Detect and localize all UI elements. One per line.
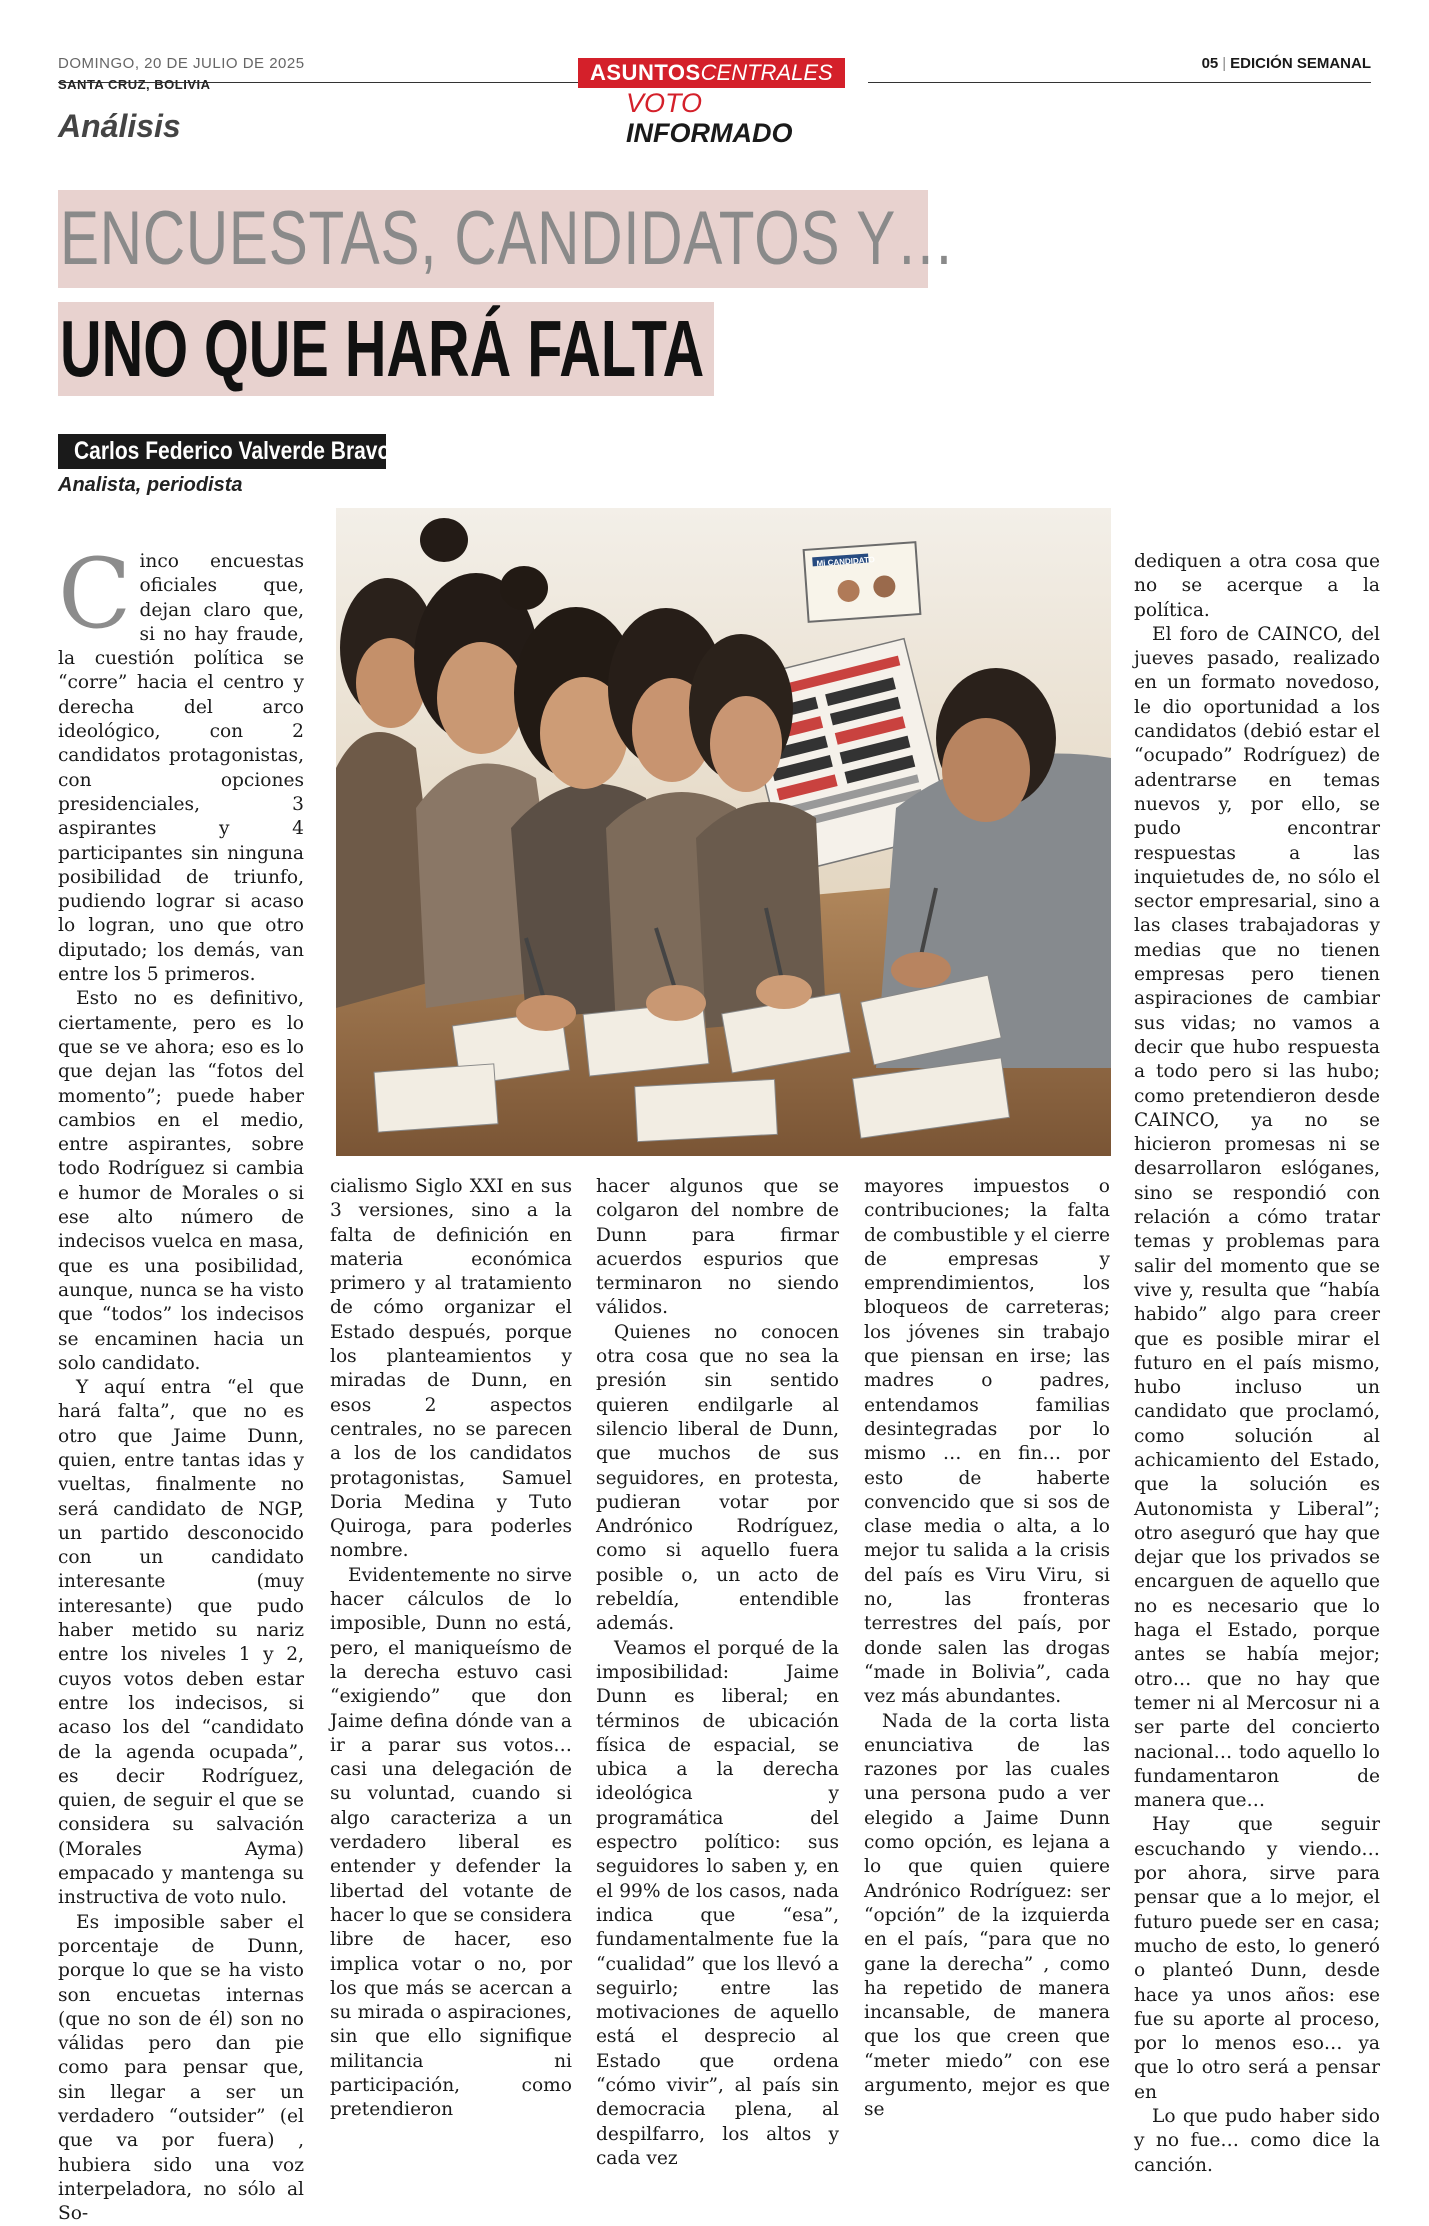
poster-label: Mi CANDIDATO [816, 555, 876, 569]
title-line-1: ENCUESTAS, CANDIDATOS Y… [60, 196, 956, 281]
page-separator: | [1222, 55, 1227, 72]
author-box [58, 434, 391, 469]
illustration-svg [336, 508, 1111, 1156]
page-info [1202, 55, 1371, 72]
brand-bottom-black: INFORMADO [626, 118, 793, 148]
title-line-1-box [58, 190, 956, 288]
article-column-5 [1134, 550, 1380, 2178]
article-paragraph: mayores impuestos o contribuciones; la falta de combustible y el cierre de empresas y emprendimientos, los bloqueos de carreteras; los jóvenes sin trabajo que piensan en irse; las madres o padres, entendamos familias desintegradas por lo mismo … en fin… por esto de haberte convencido que si sos de clase media o alta, a lo mejor tu salida a la crisis del país es Viru Viru, si no, las fronteras terrestres del país, por donde salen las drogas “made in Bolivia”, cada vez más abundantes. [864, 1176, 1110, 1708]
article-paragraph: Nada de la corta lista enunciativa de las razones por las cuales una persona pudo a ver elegido a Jaime Dunn como opción, es lejana a lo que quien quiere Andrónico Rodríguez: ser “opción” de la izquierda en el país, “para que no gane la derecha” , como ha repetido de manera incansable, de manera que los que creen que “meter miedo” con ese argumento, mejor es que se [864, 1710, 1110, 2121]
brand-bottom [578, 88, 868, 148]
title-line-2-box [58, 302, 714, 396]
article-paragraph: Hay que seguir escuchando y viendo… por ahora, sirve para pensar que a lo mejor, el futuro puede ser en casa; mucho de esto, lo generó o planteó Dunn, desde hace ya unos años: ese fue su aporte al proceso, por lo menos eso… ya que lo otro será a pensar en [1134, 1814, 1380, 2103]
candidate-poster [804, 542, 921, 622]
page-number: 05 [1201, 55, 1219, 72]
section-label: Análisis [58, 108, 181, 144]
article-paragraph: Quienes no conocen otra cosa que no sea la presión sin sentido quieren endilgarle al silencio liberal de Dunn, que muchos de sus seguidores, en protesta, pudieran votar por Andrónico Rodríguez, como si aquello fuera posible o, un acto de rebeldía, entendible además. [596, 1321, 839, 1635]
page-label: EDICIÓN SEMANAL [1230, 55, 1371, 72]
article-paragraph: hacer algunos que se colgaron del nombre de Dunn para firmar acuerdos espurios que terminaron no siendo válidos. [596, 1176, 839, 1319]
section-brand [578, 58, 868, 148]
article-paragraph: Y aquí entra “el que hará falta”, que no es otro que Jaime Dunn, quien, entre tantas idas y vueltas, finalmente no será candidato de NGP, un partido desconocido con un candidato interesante (muy interesante) que pudo haber metido su nariz entre los niveles 1 y 2, cuyos votos deben estar entre los indecisos, si acaso los del “candidato de la agenda ocupada”, es decir Rodríguez, quien, de seguir el que se considera su salvación (Morales Ayma) empacado y mantenga su instructiva de voto nulo. [58, 1377, 304, 1909]
article-paragraph: dediquen a otra cosa que no se acerque a la política. [1134, 551, 1380, 621]
author-name: Carlos Federico Valverde Bravo [74, 437, 391, 465]
article-paragraph: Esto no es definitivo, ciertamente, pero es lo que se ve ahora; eso es lo que dejan las “fotos del momento”; puede haber cambios en el medio, entre aspirantes, sobre todo Rodríguez si cambia e humor de Morales o si ese alto número de indecisos vuelca en masa, que es una posibilidad, aunque, nunca se ha visto que “todos” los indecisos se encaminen hacia un solo candidato. [58, 988, 304, 1374]
header-rule-right [868, 82, 1371, 83]
author-role: Analista, periodista [58, 474, 243, 496]
publication-date: DOMINGO, 20 DE JULIO DE 2025 [58, 55, 305, 72]
article-paragraph: Evidentemente no sirve hacer cálculos de lo imposible, Dunn no está, pero, el maniqueísmo de la derecha estuvo casi “exigiendo” que don Jaime defina dónde van a ir a parar sus votos… casi una delegación de su voluntad, cuando si algo caracteriza a un verdadero liberal es entender y defender la libertad del votante de hacer lo que se considera libre de hacer, eso implica votar o no, por los que más se acercan a su mirada o aspiraciones, sin que ello signifique militancia ni participación, como pretendieron [330, 1564, 572, 2121]
title-line-2: UNO QUE HARÁ FALTA [60, 304, 705, 393]
article-paragraph: cialismo Siglo XXI en sus 3 versiones, sino a la falta de definición en materia económica primero y al tratamiento de cómo organizar el Estado después, porque los planteamientos y miradas de Dunn, en esos 2 aspectos centrales, no se parecen a los de los candidatos protagonistas, Samuel Doria Medina y Tuto Quiroga, para poderles nombre. [330, 1176, 572, 1562]
paragraph-text: inco encuestas oficiales que, dejan claro que, si no hay fraude, la cuestión política se “corre” hacia el centro y derecha del arco ideológico, con 2 candidatos protagonistas, con opciones presidenciales, 3 aspirantes y 4 participantes sin ninguna posibilidad de triunfo, pudiendo lograr si acaso lo logran, uno que otro diputado; los demás, van entre los 5 primeros. [58, 551, 304, 986]
article-paragraph: Es imposible saber el porcentaje de Dunn, porque lo que se ha visto son encuetas internas (que no son de él) son no válidas pero dan pie como para pensar que, sin llegar a ser un verdadero “outsider” (el que va por fuera) , hubiera sido una voz interpeladora, no sólo al So- [58, 1911, 304, 2225]
article-paragraph: Lo que pudo haber sido y no fue… como dice la canción. [1134, 2106, 1380, 2176]
brand-top-box [578, 58, 845, 88]
header-rule-left [58, 82, 578, 83]
drop-cap: C [58, 538, 132, 650]
article-column-4 [864, 1175, 1110, 2123]
article-column-3 [596, 1175, 839, 2171]
brand-bottom-red: VOTO [626, 88, 703, 118]
publication-place: SANTA CRUZ, BOLIVIA [58, 77, 211, 92]
article-paragraph [58, 538, 304, 987]
brand-top-bold: ASUNTOS [590, 60, 701, 85]
brand-top-italic: CENTRALES [700, 60, 833, 85]
article-paragraph: El foro de CAINCO, del jueves pasado, realizado en un formato novedoso, le dio oportunidad a los candidatos (debió estar el “ocupado” Rodríguez) de adentrarse en temas nuevos y, por ello, se pudo encontrar respuestas a las inquietudes de, no sólo el sector empresarial, sino a las clases trabajadoras y medias que no tienen empresas pero tienen aspiraciones de cambiar sus vidas; no vamos a decir que hubo respuesta a todo pero si las hubo; como pretendieron desde CAINCO, ya no se hicieron promesas ni se desarrollaron eslóganes, sino se respondió con relación a cómo tratar temas y problemas para salir del momento que se vive y, resulta que “había habido” algo para creer que es posible mirar el futuro en el país mismo, hubo incluso un candidato que proclamó, como solución al achicamiento del Estado, que la solución es Autonomista y Liberal”; otro aseguró que hay que dejar que los privados se encarguen de aquello que no es necesario que lo haga el Estado, porque antes se había mejor; otro… que no hay que temer ni al Mercosur ni a ser parte del concierto nacional… todo aquello lo fundamentaron de manera que… [1134, 623, 1380, 1812]
article-column-2 [330, 1175, 572, 2123]
article-paragraph: Veamos el porqué de la imposibilidad: Jaime Dunn es liberal; en términos de ubicación física de espacial, se ubica a la derecha ideológica y programática del espectro político: sus seguidores lo saben y, en el 99% de los casos, nada indica que “esa”, fundamentalmente fue la “cualidad” que los llevó a seguirlo; entre las motivaciones de aquello está el desprecio al Estado que ordena “cómo vivir”, al país sin democracia plena, al despilfarro, los altos y cada vez [596, 1637, 839, 2169]
article-column-1 [58, 538, 304, 2226]
students-voting-illustration [336, 508, 1111, 1156]
